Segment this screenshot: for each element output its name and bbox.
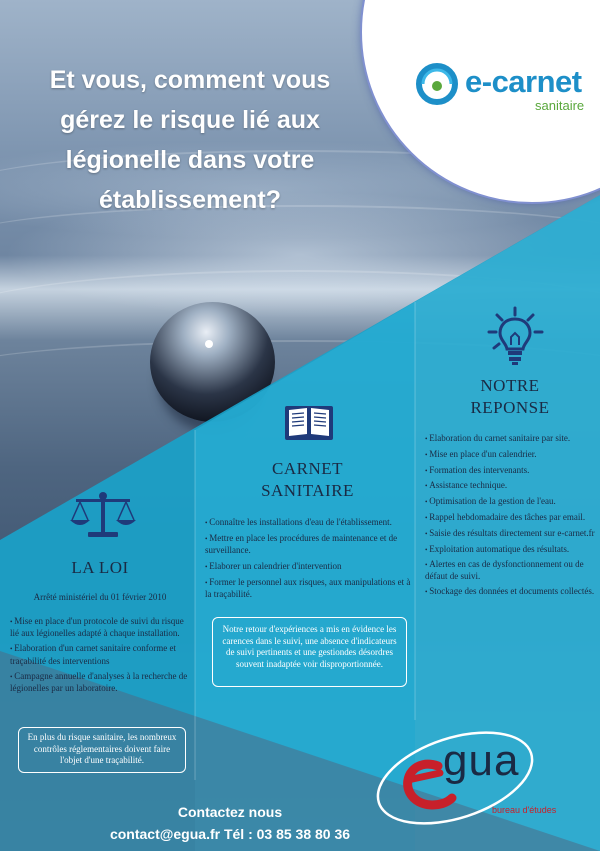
loi-title: LA LOI: [71, 558, 129, 577]
carnet-title: [235, 458, 380, 502]
reponse-item: • Alertes en cas de dysfonctionnement ou de défaut de suivi.: [425, 559, 595, 582]
carnet-item: • Mettre en place les procédures de maintenance et de surveillance.: [205, 533, 413, 556]
egua-logo-word: gua: [443, 736, 520, 785]
reponse-title: [440, 375, 580, 419]
reponse-item: • Optimisation de la gestion de l'eau.: [425, 496, 595, 508]
contact-details[interactable]: contact@egua.fr Tél : 03 85 38 80 36: [109, 826, 351, 842]
ecarnet-logo[interactable]: [415, 62, 595, 122]
ecarnet-logo-sub: sanitaire: [535, 98, 585, 113]
loi-item: • Elaboration d'un carnet sanitaire conforme et traçabilité des interventions: [10, 643, 192, 666]
reponse-title-line2: REPONSE: [470, 398, 550, 417]
carnet-note-box: Notre retour d'expériences a mis en évidence les carences dans le suivi, une absence d'indicateurs de suivi pertinents et une gestiondes désordres souvent inadaptée voir disproportionnée.: [212, 617, 407, 687]
reponse-item: • Elaboration du carnet sanitaire par site.: [425, 433, 595, 445]
reponse-list: [425, 433, 595, 602]
reponse-item: • Formation des intervenants.: [425, 465, 595, 477]
loi-subtitle: Arrêté ministériel du 01 février 2010: [33, 592, 167, 602]
reponse-title-line1: NOTRE: [480, 376, 540, 395]
carnet-list: [205, 517, 413, 604]
reponse-item: • Mise en place d'un calendrier.: [425, 449, 595, 461]
reponse-item: • Assistance technique.: [425, 480, 595, 492]
carnet-item: • Connaître les installations d'eau de l'établissement.: [205, 517, 413, 529]
loi-item: • Campagne annuelle d'analyses à la recherche de légionelles par un laboratoire.: [10, 671, 192, 694]
reponse-item: • Stockage des données et documents collectés.: [425, 586, 595, 598]
reponse-item: • Rappel hebdomadaire des tâches par email.: [425, 512, 595, 524]
lightbulb-icon: [485, 305, 555, 367]
loi-list: [10, 616, 192, 698]
contact-heading: Contactez nous: [177, 804, 283, 820]
reponse-item: • Exploitation automatique des résultats.: [425, 544, 595, 556]
loi-item: • Mise en place d'un protocole de suivi du risque lié aux légionelles adapté à chaque installation.: [10, 616, 192, 639]
ecarnet-logo-word: e-carnet: [465, 64, 582, 99]
carnet-title-line2: SANITAIRE: [261, 481, 354, 500]
reponse-item: • Saisie des résultats directement sur e-carnet.fr: [425, 528, 595, 540]
loi-note-box: En plus du risque sanitaire, les nombreux contrôles réglementaires doivent faire l'objet d'une traçabilité.: [18, 727, 186, 773]
carnet-item: • Former le personnel aux risques, aux manipulations et à la traçabilité.: [205, 577, 413, 600]
egua-logo-sub: bureau d'études: [492, 805, 557, 815]
ecarnet-logo-icon: [415, 62, 459, 106]
headline: Et vous, comment vous gérez le risque lié aux légionelle dans votre établissement?: [49, 66, 331, 214]
book-icon: [283, 402, 335, 442]
scales-icon: [68, 490, 138, 540]
carnet-item: • Elaborer un calendrier d'intervention: [205, 561, 413, 573]
egua-logo[interactable]: [370, 728, 590, 828]
carnet-title-line1: CARNET: [272, 459, 343, 478]
